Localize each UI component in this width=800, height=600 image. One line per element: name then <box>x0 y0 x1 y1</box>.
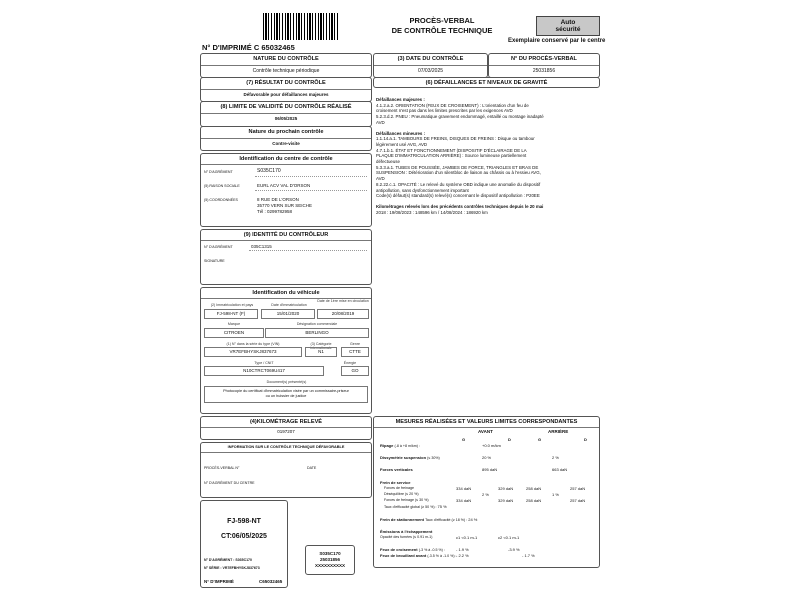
validity-value: 06/05/2025 <box>274 116 298 121</box>
defects-list: Défaillances majeures : 4.1.2.a.2. ORIENTATION (FEUX DE CROISEMENT) : L'orientation d'un feu de croisement n'est pas dans les limites prescrites par les exigences AVD 5.2.3.d.2. PNEU : Pneumatique gravement endommagé, entaillé ou montage inadapté AVD Défaillances mineures : 1.1.14.a.1. TAMBOURS DE FREINS, DISQUES DE FREINS : Disque ou tambour légèrement usé AVG, AVD 4.7.1.b.1. ÉTAT ET FONCTIONNEMENT (DISPOSITIF D'ÉCLAIRAGE DE LA PLAQUE D'IMMATRICULATION ARRIÈRE) : Source lumineuse partiellement défectueuse 5.3.3.a.1. TUBES DE POUSSÉE, JAMBES DE FORCE, TRIANGLES ET BRAS DE SUSPENSION : Détérioration d'un silentbloc de liaison au châssis ou à l'essieu AVG, AVD 8.2.22.c.1. OPACITÉ : Le relevé du système OBD indique une anomalie du dispositif antipollution, sans dysfonctionnement important Code(s) défaut(s) standard(s) relevé(s) concernant le dispositif antipollution : P20EE Kilométrages relevés lors des précédents contrôles techniques depuis le 20 mai 2018 : 19/08/2023 : 148596 km / 14/08/2024 : 186920 km <box>376 97 598 215</box>
defect-line: antipollution, sans dysfonctionnement important <box>376 187 469 193</box>
defect-line: 1.1.14.a.1. TAMBOURS DE FREINS, DISQUES DE FREINS : Disque ou tambour <box>376 136 535 142</box>
date-immat-field: 15/01/2020 <box>261 309 315 319</box>
marque-field: CITROEN <box>204 328 264 338</box>
dissymetrie-row: Dissymétrie suspension (≤ 30%) <box>380 455 440 460</box>
info-defavorable-box: INFORMATION SUR LE CONTRÔLE TECHNIQUE DÉFAVORABLE PROCÈS-VERBAL N° DATE N° D'AGRÉMENT DU CENTRE <box>200 442 372 498</box>
copy-label: Exemplaire conservé par le centre <box>508 38 606 44</box>
next-header: Nature du prochain contrôle <box>248 129 324 135</box>
defects-header-box: (6) DÉFAILLANCES ET NIVEAUX DE GRAVITÉ <box>373 77 600 88</box>
kilometrage-value: 0197207 <box>277 429 295 434</box>
categorie-field: N1 <box>305 347 337 357</box>
documents-field: Photocopie du certificat d'immatriculation visée par un commissaire-priseur ou un huissier de justice <box>204 386 368 403</box>
defect-line: 4.7.1.b.1. ÉTAT ET FONCTIONNEMENT (DISPOSITIF D'ÉCLAIRAGE DE LA <box>376 147 527 153</box>
stamp-box: S035C170 25031856 XXXXXXXXXX <box>305 545 355 575</box>
next-control-box <box>200 126 372 151</box>
feux-croisement-row: Feux de croisement (-3 % à -0.5 %) : <box>380 547 445 552</box>
ripage-row: Ripage (-8 à +8 m/km) : <box>380 443 420 448</box>
defect-line: défectueuse <box>376 159 400 165</box>
centre-agrement: S035C170 <box>257 168 281 174</box>
kilometrage-box: (4)KILOMÉTRAGE RELEVÉ 0197207 <box>200 416 372 440</box>
nature-value: Contrôle technique périodique <box>252 68 320 74</box>
date-control-box: (3) DATE DU CONTRÔLE 07/03/2025 <box>373 53 488 78</box>
defect-line: 8.2.22.c.1. OPACITÉ : Le relevé du système OBD indique une anomalie du dispositif <box>376 181 541 187</box>
next-value: Contre-visite <box>272 141 300 146</box>
nature-box <box>200 53 372 78</box>
auto-securite-badge: Auto sécurité <box>536 16 600 36</box>
defect-line: croisement n'est pas dans les limites prescrites par les exigences AVD <box>376 108 513 114</box>
defect-line: AVD <box>376 119 385 125</box>
validity-header: (8) LIMITE DE VALIDITÉ DU CONTRÔLE RÉALISÉ <box>220 104 352 110</box>
defect-line: 5.2.3.d.2. PNEU : Pneumatique gravement endommagé, entaillé ou montage inadapté <box>376 114 544 120</box>
type-field: N10CTRCT069U417 <box>204 366 324 376</box>
result-header: (7) RÉSULTAT DU CONTRÔLE <box>246 80 326 86</box>
vehicle-box: Identification du véhicule (2) Immatriculation et pays Date d'immatriculation Date de 1ère mise en circulation FJ-598-NT (F) 15/01/2020 20/08/2019 Marque Désignation commerciale CITROEN BERLINGO (1) N° dans la série du type (VIN) (3) Catégorie internationale Genre VR7EFBHYSKJ837673 N1 CTTE Type / CNIT Énergie N10CTRCT069U417 GO Document(s) présenté(s) Photocopie du certificat d'immatriculation visée par un commissaire-priseur ou un huissier de justice <box>200 287 372 414</box>
defect-line: AVD <box>376 176 385 182</box>
mesures-box: MESURES RÉALISÉES ET VALEURS LIMITES CORRESPONDANTES AVANT ARRIÈRE G D G D Ripage (-8 à +8 m/km) : +0.0 m/km Dissymétrie suspension (≤ 30%) 20 % 2 % Forces verticales 895 daN 663 daN Frein de service Forces de freinage 334 daN 329 daN 258 daN 257 daN Déséquilibre (≤ 20 %) 2 % 1 % Forces de freinage (≤ 30 %) 334 daN 329 daN 258 daN 257 daN Taux d'efficacité global (≥ 50 %) : 75 % Frein de stationnement Taux d'efficacité (≥ 18 %) : 24 % Émissions à l'échappement Opacité des fumées (≤ 0.91 m-1) c1 <0.1 m-1 c2 <0.1 m-1 Feux de croisement (-3 % à -0.5 %) : - 1.9 % -3.9 % Feux de brouillard avant (-3.5 % à -1.0 %) : - 2.2 % - 1.7 % <box>373 416 600 568</box>
nature-header: NATURE DU CONTRÔLE <box>253 56 319 62</box>
result-box <box>200 77 372 102</box>
controleur-agrement: 035C1315 <box>251 244 272 249</box>
ticket-ct: CT:06/05/2025 <box>221 533 267 540</box>
controleur-box: (9) IDENTITÉ DU CONTRÔLEUR N° D'AGRÉMENT 035C1315 SIGNATURE <box>200 229 372 285</box>
energie-field: GO <box>341 366 369 376</box>
immat-field: FJ-598-NT (F) <box>204 309 258 319</box>
pv-number-value: 25031856 <box>532 68 556 74</box>
result-value: Défavorable pour défaillances majeures <box>243 92 329 97</box>
date-circ-field: 20/08/2019 <box>317 309 369 319</box>
centre-box: Identification du centre de contrôle N° D'AGRÉMENT S035C170 (5) RAISON SOCIALE EURL ACV VAL D'ORSON (5) COORDONNÉES 8 RUE DE L'ORSON 35770 VERN SUR SEICHE Tél : 0299782958 <box>200 153 372 227</box>
ticket-box: FJ-598-NT CT:06/05/2025 N° D'AGRÉMENT : S035C170 N° SÉRIE : VR7EFBHYSKJ837673 N° D'IMPRIMÉ C65032465 <box>200 500 288 588</box>
defect-line: 5.3.3.a.1. TUBES DE POUSSÉE, JAMBES DE FORCE, TRIANGLES ET BRAS DE <box>376 164 539 170</box>
frein-stationnement-row: Frein de stationnement Taux d'efficacité (≥ 18 %) : 24 % <box>380 517 478 522</box>
centre-coordinates: 8 RUE DE L'ORSON 35770 VERN SUR SEICHE Tél : 0299782958 <box>257 197 313 214</box>
feux-brouillard-row: Feux de brouillard avant (-3.5 % à -1.0 %) : <box>380 553 457 558</box>
validity-box <box>200 101 372 127</box>
centre-raison: EURL ACV VAL D'ORSON <box>257 183 311 188</box>
barcode <box>263 13 339 40</box>
taux-service-row: Taux d'efficacité global (≥ 50 %) : 75 % <box>384 504 447 509</box>
defect-line: légèrement usé AVG, AVD <box>376 141 428 147</box>
designation-field: BERLINGO <box>265 328 369 338</box>
defect-line: Code(s) défaut(s) standard(s) relevé(s) concernant le dispositif antipollution : P20EE <box>376 193 540 199</box>
printed-number: N° D'IMPRIMÉ C 65032465 <box>202 43 295 52</box>
document-title: PROCÈS-VERBAL DE CONTRÔLE TECHNIQUE <box>391 16 493 35</box>
defect-line: SUSPENSION : Détérioration d'un silentbloc de liaison au châssis ou à l'essieu AVG, <box>376 170 541 176</box>
ticket-plate: FJ-598-NT <box>227 518 261 525</box>
defect-line: 4.1.2.a.2. ORIENTATION (FEUX DE CROISEMENT) : L'orientation d'un feu de <box>376 102 529 108</box>
date-control-value: 07/03/2025 <box>417 68 444 74</box>
pv-number-box: N° DU PROCÈS-VERBAL 25031856 <box>488 53 600 78</box>
defect-line: PLAQUE D'IMMATRICULATION ARRIÈRE) : Source lumineuse partiellement <box>376 153 527 159</box>
vin-field: VR7EFBHYSKJ837673 <box>204 347 302 357</box>
genre-field: CTTE <box>341 347 369 357</box>
